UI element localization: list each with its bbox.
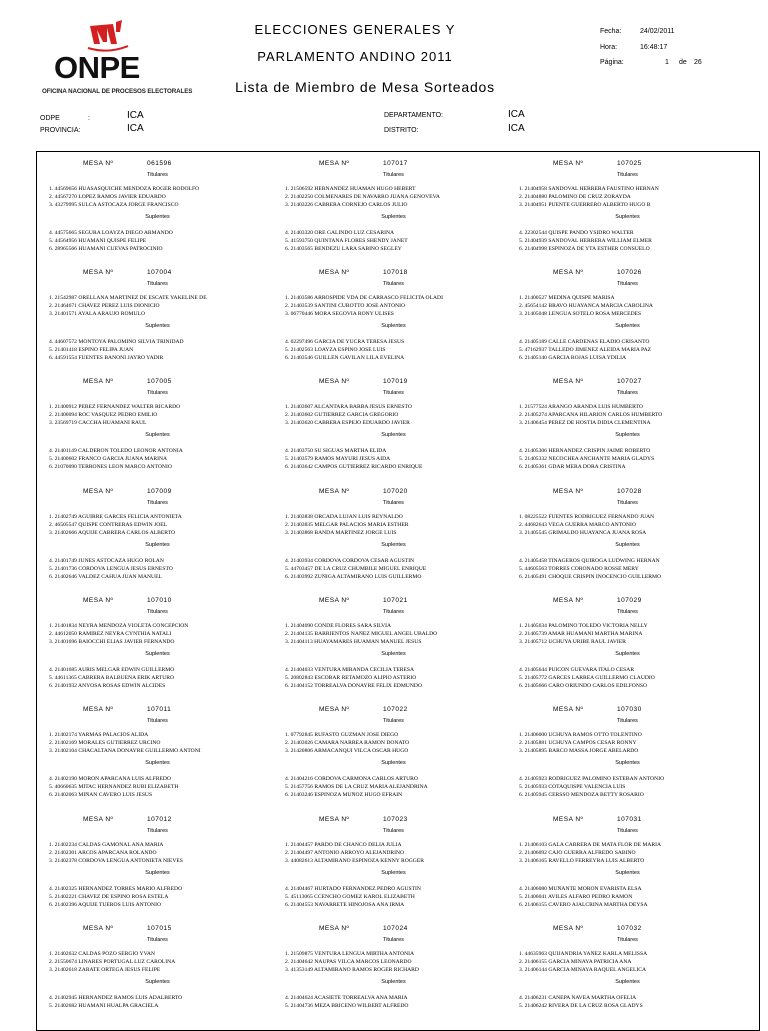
mesa-label: MESA Nº (83, 488, 114, 495)
mesa-label: MESA Nº (83, 378, 114, 385)
mesa-number: 107012 (147, 816, 172, 823)
suplente-entry: 5. 44703457 DE LA CRUZ CHUMBILE MIGUEL ENRIQUE (285, 566, 427, 572)
suplente-entry: 6. 21405491 CHOQUE CRISPIN INOCENCIO GUILLERMO (519, 574, 662, 580)
titular-entry: 3. 21403868 BANDA MARTINEZ JORGE LUIS (285, 530, 397, 536)
titular-entry: 1. 21403607 ALCANTARA BARBA JESUS ERNESTO (285, 404, 412, 410)
titulares-heading: Titulares (147, 609, 168, 615)
onpe-logo (40, 18, 193, 98)
hora-label: Hora: (600, 44, 618, 51)
suplente-entry: 5. 45113065 CCENCHO GOMEZ KAROL ELIZABETH (285, 894, 415, 900)
titular-entry: 2. 21405274 APARCANA HILARION CARLOS HUMBERTO (519, 412, 663, 418)
mesa-block (507, 917, 748, 1026)
suplentes-heading: Suplentes (145, 651, 170, 657)
suplentes-heading: Suplentes (145, 870, 170, 876)
suplentes-heading: Suplentes (381, 432, 406, 438)
mesa-label: MESA Nº (553, 269, 584, 276)
suplente-entry: 5. 21405933 COTAQUISPE VALENCIA LUIS (519, 784, 626, 790)
suplente-entry: 5. 20802843 ESCOBAR RETAMOZO ALIPIO ASTERIO (285, 675, 417, 681)
titular-entry: 2. 21403026 CAMARA NARREA RAMON DONATO (285, 740, 410, 746)
suplente-entry: 6. 21403546 GUILLEN GAVILAN LILA EVELINA (285, 355, 405, 361)
suplentes-heading: Suplentes (615, 760, 640, 766)
titulares-heading: Titulares (617, 390, 638, 396)
mesa-block (507, 698, 748, 807)
suplente-entry: 6. 21405945 CERSSO MENDOZA BETTY ROSARIO (519, 792, 644, 798)
titular-entry: 2. 21402301 ARCOS APARCANA ROLANDO (49, 850, 157, 856)
suplente-entry: 6. 21402396 AQUIJE TUEROS LUIS ANTONIO (49, 902, 161, 908)
report-title-line2: PARLAMENTO ANDINO 2011 (257, 49, 453, 64)
suplentes-heading: Suplentes (145, 979, 170, 985)
suplentes-heading: Suplentes (381, 870, 406, 876)
mesa-number: 107004 (147, 269, 172, 276)
suplente-entry: 6. 21403565 BENDEZU LARA SABINO SEGLEY (285, 246, 402, 252)
suplente-entry: 5. 44605563 TORRES CORONADO ROSSE MERY (519, 566, 639, 572)
titular-entry: 1. 21402632 CALDAS POZO SERGIO YVAN (49, 951, 155, 957)
mesa-block (507, 589, 748, 698)
mesa-block (273, 261, 514, 370)
departamento-label: DEPARTAMENTO: (384, 112, 443, 119)
mesa-block (273, 370, 514, 479)
suplente-entry: 4. 21402325 HERNANDEZ TORRES MARIO ALFREDO (49, 886, 183, 892)
mesa-table (36, 151, 760, 1031)
suplente-entry: 4. 21401749 JUNES ASTOCAZA HUGO ROLAN (49, 558, 164, 564)
suplentes-heading: Suplentes (381, 323, 406, 329)
pagina-label: Página: (600, 59, 624, 66)
suplente-entry: 6. 44591554 FUENTES BANONI JAYRO YADIR (49, 355, 164, 361)
mesa-number: 107023 (383, 816, 408, 823)
mesa-label: MESA Nº (83, 160, 114, 167)
titular-entry: 2. 44682643 VEGA GUERRA MARCO ANTONIO (519, 522, 636, 528)
mesa-number: 107011 (147, 706, 172, 713)
titular-entry: 3. 21401571 AYALA ARAUJO ROMULO (49, 311, 145, 317)
titular-entry: 3. 21404113 HUAYAMARES HUAMAN MANUEL JESUS (285, 639, 422, 645)
titular-entry: 3. 21402666 AQUIJE CABRERA CARLOS ALBERTO (49, 530, 176, 536)
suplente-entry: 4. 21402190 MORON APARCANA LUIS ALFREDO (49, 776, 171, 782)
suplente-entry: 4. 21405923 RODRIGUEZ PALOMINO ESTEBAN ANTONIO (519, 776, 665, 782)
suplentes-heading: Suplentes (381, 651, 406, 657)
titulares-heading: Titulares (147, 937, 168, 943)
suplente-entry: 6. 21404998 ESPINOZA DE YTA ESTHER CONSUELO (519, 246, 650, 252)
mesa-number: 107010 (147, 597, 172, 604)
titular-entry: 2. 45654142 BRAVO HUAYANCA MARCIA CAROLINA (519, 303, 653, 309)
mesa-number: 107026 (617, 269, 642, 276)
suplente-entry: 4. 21403320 ORE GALINDO LUZ CESARINA (285, 230, 395, 236)
suplente-entry: 4. 02297496 GARCIA DE YUCRA TERESA JESUS (285, 339, 405, 345)
titular-entry: 1. 44635963 QUIJANDRIA YAÑEZ KARLA MELISSA (519, 951, 648, 957)
titulares-heading: Titulares (617, 937, 638, 943)
mesa-number: 107030 (617, 706, 642, 713)
suplente-entry: 5. 21401418 ESPINO FELIPA JUAN (49, 347, 134, 353)
titular-entry: 1. 21404090 CONDE FLORES SARA SILVIA (285, 623, 392, 629)
titular-entry: 2. 21403835 MELGAR PALACIOS MARIA ESTHER (285, 522, 409, 528)
titular-entry: 3. 06770446 MORA SEGOVIA RONY ULISES (285, 311, 394, 317)
suplentes-heading: Suplentes (615, 432, 640, 438)
titulares-heading: Titulares (383, 281, 404, 287)
suplente-entry: 6. 21402646 VALDEZ CAHUA JUAN MANUEL (49, 574, 162, 580)
mesa-number: 107027 (617, 378, 642, 385)
suplente-entry: 5. 40660635 MITAC HERNANDEZ RUBI ELIZABETH (49, 784, 179, 790)
titulares-heading: Titulares (147, 281, 168, 287)
titular-entry: 3. 21406165 RAVELLO FERREYRA LUIS ALBERTO (519, 858, 645, 864)
odpe-value: ICA (127, 110, 144, 121)
suplentes-heading: Suplentes (381, 760, 406, 766)
distrito-label: DISTRITO: (384, 127, 419, 134)
mesa-block (37, 370, 278, 479)
mesa-block (37, 698, 278, 807)
mesa-label: MESA Nº (319, 269, 350, 276)
titulares-heading: Titulares (383, 828, 404, 834)
suplente-entry: 4. 21404624 ACASIETE TORREALVA ANA MARIA (285, 995, 408, 1001)
pagina-de: de (679, 59, 687, 66)
titular-entry: 2. 21400094 ROC VASQUEZ PEDRO EMILIO (49, 412, 158, 418)
titulares-heading: Titulares (383, 937, 404, 943)
mesa-label: MESA Nº (319, 160, 350, 167)
mesa-block (507, 261, 748, 370)
suplente-entry: 6. 21404553 NAVARRETE HINOJOSA ANA IRMA (285, 902, 405, 908)
suplente-entry: 4. 21404467 HURTADO FERNANDEZ PEDRO AGUSTIN (285, 886, 421, 892)
titular-entry: 3. 23569719 CACCHA HUAMANI RAUL (49, 420, 147, 426)
suplente-entry: 4. 44575665 SEGURA LOAYZA DIEGO ARMANDO (49, 230, 173, 236)
titular-entry: 1. 21509875 VENTURA LENGUA MIRTHA ANTONIA (285, 951, 415, 957)
mesa-block (273, 589, 514, 698)
mesa-number: 107032 (617, 925, 642, 932)
titular-entry: 2. 21550674 LINARES PORTUGAL LUZ CAROLINA (49, 959, 176, 965)
suplentes-heading: Suplentes (381, 542, 406, 548)
mesa-label: MESA Nº (319, 706, 350, 713)
mesa-number: 107031 (617, 816, 642, 823)
titular-entry: 3. 21401696 BAIOCCHI ELIAS JAVIER FERNANDO (49, 639, 175, 645)
suplente-entry: 6. 21403246 ESPINOZA MUÑOZ HUGO EFRAIN (285, 792, 403, 798)
suplente-entry: 4. 21402945 HERNANDEZ RAMOS LUIS ADALBERTO (49, 995, 183, 1001)
mesa-number: 107022 (383, 706, 408, 713)
mesa-label: MESA Nº (553, 925, 584, 932)
titular-entry: 1. 07792845 RUFASTO GUZMAN JOSE DIEGO (285, 732, 399, 738)
mesa-label: MESA Nº (319, 925, 350, 932)
suplente-entry: 4. 21405306 HERNANDEZ CRISPIN JAIME ROBERTO (519, 448, 651, 454)
mesa-number: 107018 (383, 269, 408, 276)
suplentes-heading: Suplentes (145, 542, 170, 548)
suplente-entry: 6. 21405140 GARCIA ROJAS LUISA YDILIA (519, 355, 627, 361)
suplente-entry: 5. 21404939 SANDOVAL HERRERA WILLIAM ELMER (519, 238, 652, 244)
mesa-block (37, 808, 278, 917)
mesa-block (273, 917, 514, 1026)
suplentes-heading: Suplentes (145, 760, 170, 766)
titular-entry: 2. 21404497 ANTONIO ARROYO ALEJANDRINO (285, 850, 405, 856)
departamento-value: ICA (508, 109, 525, 120)
mesa-block (37, 261, 278, 370)
mesa-number: 107021 (383, 597, 408, 604)
titulares-heading: Titulares (383, 390, 404, 396)
titulares-heading: Titulares (147, 172, 168, 178)
suplente-entry: 6. 28965566 HUAMANI CUEVAS PATROCINIO (49, 246, 163, 252)
mesa-label: MESA Nº (319, 378, 350, 385)
mesa-block (37, 152, 278, 261)
titular-entry: 1. 21401834 NEYRA MENDOZA VIOLETA CONCEPCION (49, 623, 189, 629)
titular-entry: 1. 21403586 ARROSPIDE VDA DE CARRASCO FELICITA OLADI (285, 295, 443, 301)
titular-entry: 2. 21405881 UCHUYA CAMPOS CESAR RONNY (519, 740, 637, 746)
suplentes-heading: Suplentes (145, 432, 170, 438)
provincia-label: PROVINCIA: (40, 127, 81, 134)
suplente-entry: 5. 21402221 CHAVEZ DE ESPINO ROSA ESTELA (49, 894, 169, 900)
suplente-entry: 5. 21401736 CORDOVA LENGUA JESUS ERNESTO (49, 566, 173, 572)
suplente-entry: 4. 21405458 TINAGEROS QUIROGA LUDWING HERNAN (519, 558, 660, 564)
mesa-number: 107019 (383, 378, 408, 385)
titular-entry: 1. 21402234 CALDAS GAMONAL ANA MARIA (49, 842, 164, 848)
suplente-entry: 5. 44611365 CABRERA BALBUENA ERIK ARTURO (49, 675, 175, 681)
mesa-block (273, 808, 514, 917)
titular-entry: 2. 21404880 PALOMINO DE CRUZ ZORAYDA (519, 194, 631, 200)
titular-entry: 3. 21406144 GARCIA MINAYA RAQUEL ANGELICA (519, 967, 647, 973)
suplente-entry: 5. 21405332 NECOCHEA ANCHANTE MARIA GLADYS (519, 456, 655, 462)
mesa-block (507, 480, 748, 589)
mesa-block (273, 698, 514, 807)
titular-entry: 1. 21402174 YARMAS PALACIOS ALIDA (49, 732, 149, 738)
mesa-label: MESA Nº (553, 597, 584, 604)
suplentes-heading: Suplentes (615, 542, 640, 548)
suplente-entry: 5. 21404736 MEZA BRICENO WILBERT ALFREDO (285, 1003, 409, 1009)
titular-entry: 3. 21402618 ZARATE ORTEGA JESUS FELIPE (49, 967, 161, 973)
titular-entry: 2. 21403539 SANTINI CUROTTO JOSE ANTONIO (285, 303, 406, 309)
titular-entry: 3. 21403620 CABRERA ESPEJO EDUARDO JAVIER (285, 420, 410, 426)
titular-entry: 3. 21420806 ARMACANQUI VILCA OSCAR HUGO (285, 748, 409, 754)
titulares-heading: Titulares (383, 609, 404, 615)
titular-entry: 2. 21402250 COLMENARES DE NAVARRO JUANA GENOVEVA (285, 194, 440, 200)
suplente-entry: 6. 21405666 CARO ORIUNDO CARLOS EDILFONSO (519, 683, 648, 689)
suplente-entry: 5. 21405772 GARCES LARREA GUILLERMO CLAUDIO (519, 675, 655, 681)
suplente-entry: 4. 21405189 CALLE CARDENAS ELADIO CRISANTO (519, 339, 650, 345)
titular-entry: 2. 44567270 LOPEZ RAMOS JAVIER EDUARDO (49, 194, 166, 200)
odpe-label: ODPE (40, 115, 60, 122)
titular-entry: 1. 21577524 ARANGO ARANDA LUIS HUMBERTO (519, 404, 643, 410)
titular-entry: 1. 21542987 ORELLANA MARTINEZ DE ESCATE YAKELINE DE (49, 295, 207, 301)
suplente-entry: 4. 21403750 SU SIGUAS MARTHA ELIDA (285, 448, 387, 454)
mesa-block (37, 917, 278, 1026)
suplente-entry: 4. 21403934 CORDOVA CORDOVA CESAR AGUSTIN (285, 558, 415, 564)
suplentes-heading: Suplentes (381, 979, 406, 985)
suplente-entry: 5. 21457756 RAMOS DE LA CRUZ MARIA ALEJANDRINA (285, 784, 428, 790)
suplente-entry: 6. 21406155 CAVERO AJALCRINA MARTHA DEYSA (519, 902, 648, 908)
mesa-number: 107015 (147, 925, 172, 932)
titular-entry: 1. 21404457 PARDO DE CHANCO DELIA JULIA (285, 842, 402, 848)
titular-entry: 1. 21400527 MEDINA QUISPE MARISA (519, 295, 615, 301)
suplente-entry: 4. 22302544 QUISPE PANDO YSIDRO WALTER (519, 230, 634, 236)
mesa-label: MESA Nº (553, 488, 584, 495)
suplente-entry: 5. 21406242 RIVERA DE LA CRUZ ROSA GLADYS (519, 1003, 643, 1009)
provincia-value: ICA (127, 123, 144, 134)
titulares-heading: Titulares (147, 500, 168, 506)
mesa-number: 107024 (383, 925, 408, 932)
titular-entry: 2. 21406092 CAJO GUERRA ALFREDO SABINO (519, 850, 636, 856)
pagina-value: 1 (665, 59, 669, 66)
mesa-number: 107020 (383, 488, 408, 495)
titular-entry: 2. 21404135 BARRIENTOS NAÑEZ MIGUEL ANGEL UBALDO (285, 631, 438, 637)
mesa-block (37, 480, 278, 589)
mesa-number: 107028 (617, 488, 642, 495)
suplentes-heading: Suplentes (615, 979, 640, 985)
mesa-label: MESA Nº (553, 160, 584, 167)
suplentes-heading: Suplentes (615, 651, 640, 657)
mesa-label: MESA Nº (319, 488, 350, 495)
suplente-entry: 4. 44607572 MONTOYA PALOMINO SILVIA TRINIDAD (49, 339, 184, 345)
titular-entry: 1. 21406000 UCHUYA RAMOS OTTO TOLENTINO (519, 732, 642, 738)
suplentes-heading: Suplentes (615, 323, 640, 329)
mesa-label: MESA Nº (83, 597, 114, 604)
suplente-entry: 6. 21405361 GDAR MERA DORA CRISTINA (519, 464, 626, 470)
titular-entry: 2. 21403602 GUTIERREZ GARCIA GREGORIO (285, 412, 399, 418)
titular-entry: 2. 21405739 AMAR HUAMANI MARTHA MARINA (519, 631, 643, 637)
mesa-label: MESA Nº (553, 378, 584, 385)
titular-entry: 1. 21405634 PALOMINO TOLEDO VICTORIA NELLY (519, 623, 648, 629)
titular-entry: 2. 21404642 NAUPAS VILCA MARCOS LEONARDO (285, 959, 412, 965)
titular-entry: 3. 41353149 ALTAMIRANO RAMOS ROGER RICHARD (285, 967, 419, 973)
titular-entry: 3. 21403226 CABRERA CORNEJO CARLOS JULIO (285, 202, 408, 208)
mesa-block (507, 152, 748, 261)
mesa-label: MESA Nº (319, 816, 350, 823)
titular-entry: 2. 46505547 QUISPE CONTRERAS EDWIN JOEL (49, 522, 168, 528)
mesa-block (507, 808, 748, 917)
titulares-heading: Titulares (147, 390, 168, 396)
suplente-entry: 6. 21402063 MIÑAN CAVERO LUIS JESUS (49, 792, 153, 798)
suplentes-heading: Suplentes (145, 323, 170, 329)
suplente-entry: 6. 21401932 ANYOSA ROSAS EDWIN ALCIDES (49, 683, 166, 689)
titular-entry: 1. 44569656 HUASASQUICHE MENDOZA ROGER RODOLFO (49, 186, 200, 192)
titular-entry: 2. 44612050 RAMIREZ NEYRA CYNTHIA NATALI (49, 631, 172, 637)
suplente-entry: 6. 21403992 ZUÑIGA ALTAMIRANO LUIS GUILLERMO (285, 574, 422, 580)
mesa-label: MESA Nº (83, 925, 114, 932)
suplente-entry: 5. 47162937 TALLEDO JIMENEZ ALEIDA MARIA PAZ (519, 347, 652, 353)
mesa-label: MESA Nº (319, 597, 350, 604)
titulares-heading: Titulares (617, 609, 638, 615)
mesa-label: MESA Nº (83, 706, 114, 713)
suplente-entry: 4. 21405644 PUICON GUEVARA ITALO CESAR (519, 667, 635, 673)
suplentes-heading: Suplentes (615, 214, 640, 220)
suplente-entry: 6. 21404152 TORREALVA DONAYRE FELIX EDMUNDO (285, 683, 422, 689)
suplente-entry: 5. 21400602 FRANCO GARCIA JUANA MARINA (49, 456, 168, 462)
titular-entry: 1. 21506592 HERNANDEZ HUAMAN HUGO HEBERT (285, 186, 416, 192)
titular-entry: 2. 21406155 GARCIA MINAYA PATRICIA ANA (519, 959, 632, 965)
suplente-entry: 4. 21406231 CANEPA NAVEA MARTHA OFELIA (519, 995, 637, 1001)
pagina-total: 26 (694, 59, 702, 66)
titular-entry: 3. 21405048 LENGUA SOTELO ROSA MERCEDES (519, 311, 642, 317)
logo-subtitle: OFICINA NACIONAL DE PROCESOS ELECTORALES (42, 88, 193, 95)
titular-entry: 1. 21402749 AGUIRRE GARCES FELICIA ANTONIETA (49, 514, 182, 520)
titular-entry: 1. 21406103 GALA CABRERA DE MATA FLOR DE MARIA (519, 842, 662, 848)
titulares-heading: Titulares (147, 718, 168, 724)
suplente-entry: 4. 21404216 CORDOVA CARMONA CARLOS ARTURO (285, 776, 418, 782)
suplente-entry: 4. 21401685 AURIS MELGAR EDWIN GUILLERMO (49, 667, 175, 673)
titular-entry: 3. 21402104 CHACALTANA DONAYRE GUILLERMO ANTONI (49, 748, 201, 754)
titular-entry: 3. 21402378 CORDOVA LENGUA ANTONIETA NIEVES (49, 858, 183, 864)
suplente-entry: 4. 21404033 VENTURA MIRANDA CECILIA TERESA (285, 667, 415, 673)
titular-entry: 3. 21404951 PUENTE GUERRERO ALBERTO HUGO B (519, 202, 651, 208)
mesa-number: 107005 (147, 378, 172, 385)
suplentes-heading: Suplentes (615, 870, 640, 876)
mesa-number: 061596 (147, 160, 172, 167)
titulares-heading: Titulares (617, 281, 638, 287)
titular-entry: 1. 21400912 PEREZ FERNANDEZ WALTER RICARDO (49, 404, 181, 410)
suplentes-heading: Suplentes (145, 214, 170, 220)
mesa-label: MESA Nº (553, 816, 584, 823)
titular-entry: 3. 21406454 PEREZ DE HOSTIA DIDIA CLEMENTINA (519, 420, 651, 426)
mesa-block (273, 152, 514, 261)
onpe-emblem-icon (86, 18, 130, 52)
hora-value: 16:48:17 (640, 44, 668, 51)
titular-entry: 1. 08225522 FUENTES RODRIGUEZ FERNANDO JUAN (519, 514, 655, 520)
mesa-block (273, 480, 514, 589)
titular-entry: 3. 21405895 BARCO MASSA JORGE ABELARDO (519, 748, 639, 754)
suplente-entry: 5. 21406041 AVILES ALFARO PEDRO RAMON (519, 894, 633, 900)
mesa-number: 107017 (383, 160, 408, 167)
suplentes-heading: Suplentes (381, 214, 406, 220)
suplente-entry: 4. 21406080 MUÑANTE MORON EVARISTA ELSA (519, 886, 642, 892)
mesa-number: 107029 (617, 597, 642, 604)
suplente-entry: 4. 21401149 CALDERON TOLEDO LEONOR ANTONIA (49, 448, 183, 454)
titulares-heading: Titulares (617, 172, 638, 178)
titulares-heading: Titulares (383, 172, 404, 178)
mesa-number: 107009 (147, 488, 172, 495)
report-title-line1: ELECCIONES GENERALES Y (254, 22, 456, 37)
titular-entry: 1. 21404958 SANDOVAL HERRERA FAUSTINO HERNAN (519, 186, 659, 192)
titulares-heading: Titulares (147, 828, 168, 834)
titulares-heading: Titulares (383, 500, 404, 506)
mesa-block (37, 589, 278, 698)
titular-entry: 3. 43279995 SULCA ASTOCAZA JORGE FRANCISCO (49, 202, 179, 208)
titulares-heading: Titulares (617, 500, 638, 506)
mesa-label: MESA Nº (83, 269, 114, 276)
mesa-label: MESA Nº (83, 816, 114, 823)
titulares-heading: Titulares (383, 718, 404, 724)
odpe-colon: : (88, 115, 90, 122)
mesa-number: 107025 (617, 160, 642, 167)
suplente-entry: 5. 21402563 LOAYZA ESPINO JOSE LUIS (285, 347, 386, 353)
mesa-label: MESA Nº (553, 706, 584, 713)
fecha-label: Fecha: (600, 28, 622, 35)
titulares-heading: Titulares (617, 828, 638, 834)
titular-entry: 2. 21464671 CHAVEZ PEREZ LUIS DIONICIO (49, 303, 160, 309)
report-title-line3: Lista de Miembro de Mesa Sorteados (235, 79, 495, 95)
titular-entry: 2. 21402169 MORALES GUTIERREZ URCINO (49, 740, 161, 746)
distrito-value: ICA (508, 123, 525, 134)
titular-entry: 3. 44082613 ALTAMIRANO ESPINOZA KENNY ROGGER (285, 858, 424, 864)
logo-word: ONPE (54, 50, 140, 85)
suplente-entry: 5. 21403579 RAMOS MAYURI JESUS AIDA (285, 456, 391, 462)
titular-entry: 3. 21405712 UCHUYA URIBE RAUL JAVIER (519, 639, 626, 645)
titulares-heading: Titulares (617, 718, 638, 724)
suplente-entry: 5. 21402682 HUAMANI HUALPA GRACIELA (49, 1003, 159, 1009)
titular-entry: 1. 21403838 ORCADA LUJAN LUIS REYNALDO (285, 514, 403, 520)
suplente-entry: 5. 44564956 HUAMANI QUISPE FELIPE (49, 238, 147, 244)
mesa-block (507, 370, 748, 479)
suplente-entry: 6. 21070090 TERRONES LEON MARCO ANTONIO (49, 464, 172, 470)
titular-entry: 3. 21405545 GRIMALDO HUAYANCA JUANA ROSA (519, 530, 647, 536)
suplente-entry: 5. 41593750 QUINTANA FLORES SHENDY JANET (285, 238, 408, 244)
fecha-value: 24/02/2011 (640, 28, 675, 35)
suplente-entry: 6. 21403642 CAMPOS GUTIERREZ RICARDO ENRIQUE (285, 464, 423, 470)
